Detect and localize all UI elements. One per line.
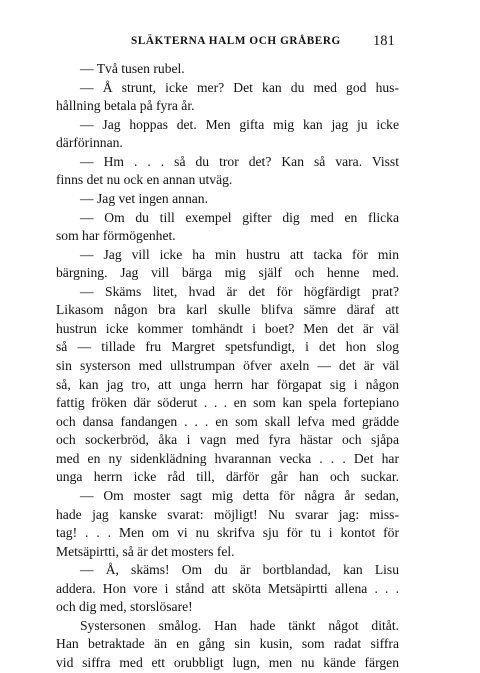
text-line: addera. Hon vore i stånd att sköta Metsäpirtti allena . . . (56, 580, 399, 596)
text-line: hustrun icke kommer tomhändt i boet? Men det är väl (56, 320, 399, 336)
text-line: hållning betala på fyra år. (56, 98, 195, 114)
page-header (0, 35, 480, 53)
text-line: så — tillade fru Margret spetsfundigt, i det hon slog (56, 339, 399, 355)
text-line: sin systerson med ullstrumpan öfver axeln — det är väl (56, 358, 399, 373)
body-text (56, 60, 399, 673)
text-line: Han betraktade än en gång sin kusin, som radat siffra (56, 636, 399, 652)
text-line: — Skäms litet, hvad är det för högfärdigt prat? (80, 283, 399, 299)
page-number: 181 (373, 33, 395, 49)
text-line: finns det nu ock en annan utväg. (56, 172, 233, 188)
text-line: Systersonen smålog. Han hade tänkt något ditåt. (80, 617, 399, 633)
text-line: med en ny sidenklädning hvarannan vecka . . . Det har (56, 450, 399, 466)
text-line: och sockerbröd, åka i vagn med fyra hästar och sjåpa (56, 432, 399, 448)
text-line: så, kan jag tro, att unga herrn har förgapat sig i någon (56, 376, 399, 392)
text-line: bärgning. Jag vill bärga mig själf och henne med. (56, 265, 399, 281)
text-line: vid siffra med ett orubbligt lugn, men nu kände färgen (56, 655, 399, 670)
text-line: och dig med, storslösare! (56, 599, 193, 615)
text-line: och dansa fandangen . . . en som skall lefva med grädde (56, 413, 399, 429)
text-line: — Om moster sagt mig detta för några år sedan, (80, 487, 399, 503)
text-line: Likasom någon bra karl skulle blifva sämre däraf att (56, 302, 399, 318)
text-line: unga herrn icke råd till, därför går han och suckar. (56, 469, 399, 485)
running-head: SLÄKTERNA HALM OCH GRÅBERG (131, 35, 341, 47)
text-line: — Hm . . . så du tror det? Kan så vara. Visst (80, 153, 399, 169)
text-line: — Jag vill icke ha min hustru att tacka för min (80, 246, 399, 262)
text-line: tag! . . . Men om vi nu skrifva sju för tu i kontot för (56, 525, 399, 541)
text-line: — Å, skäms! Om du är bortblandad, kan Lisu (80, 562, 399, 578)
text-line: fattig fröken där söderut . . . en som kan spela fortepiano (56, 395, 399, 411)
text-line: — Jag vet ingen annan. (80, 190, 208, 206)
text-line: som har förmögenhet. (56, 228, 176, 244)
text-line: — Jag hoppas det. Men gifta mig kan jag ju icke (80, 116, 399, 132)
text-line: hade jag kanske svarat: möjligt! Nu svarar jag: miss- (56, 506, 399, 522)
text-line: — Å strunt, icke mer? Det kan du med god hus- (80, 79, 399, 95)
text-line: — Två tusen rubel. (80, 61, 185, 76)
text-line: Metsäpirtti, så är det mosters fel. (56, 543, 235, 559)
text-line: — Om du till exempel gifter dig med en flicka (80, 209, 399, 225)
text-line: därförinnan. (56, 135, 123, 151)
